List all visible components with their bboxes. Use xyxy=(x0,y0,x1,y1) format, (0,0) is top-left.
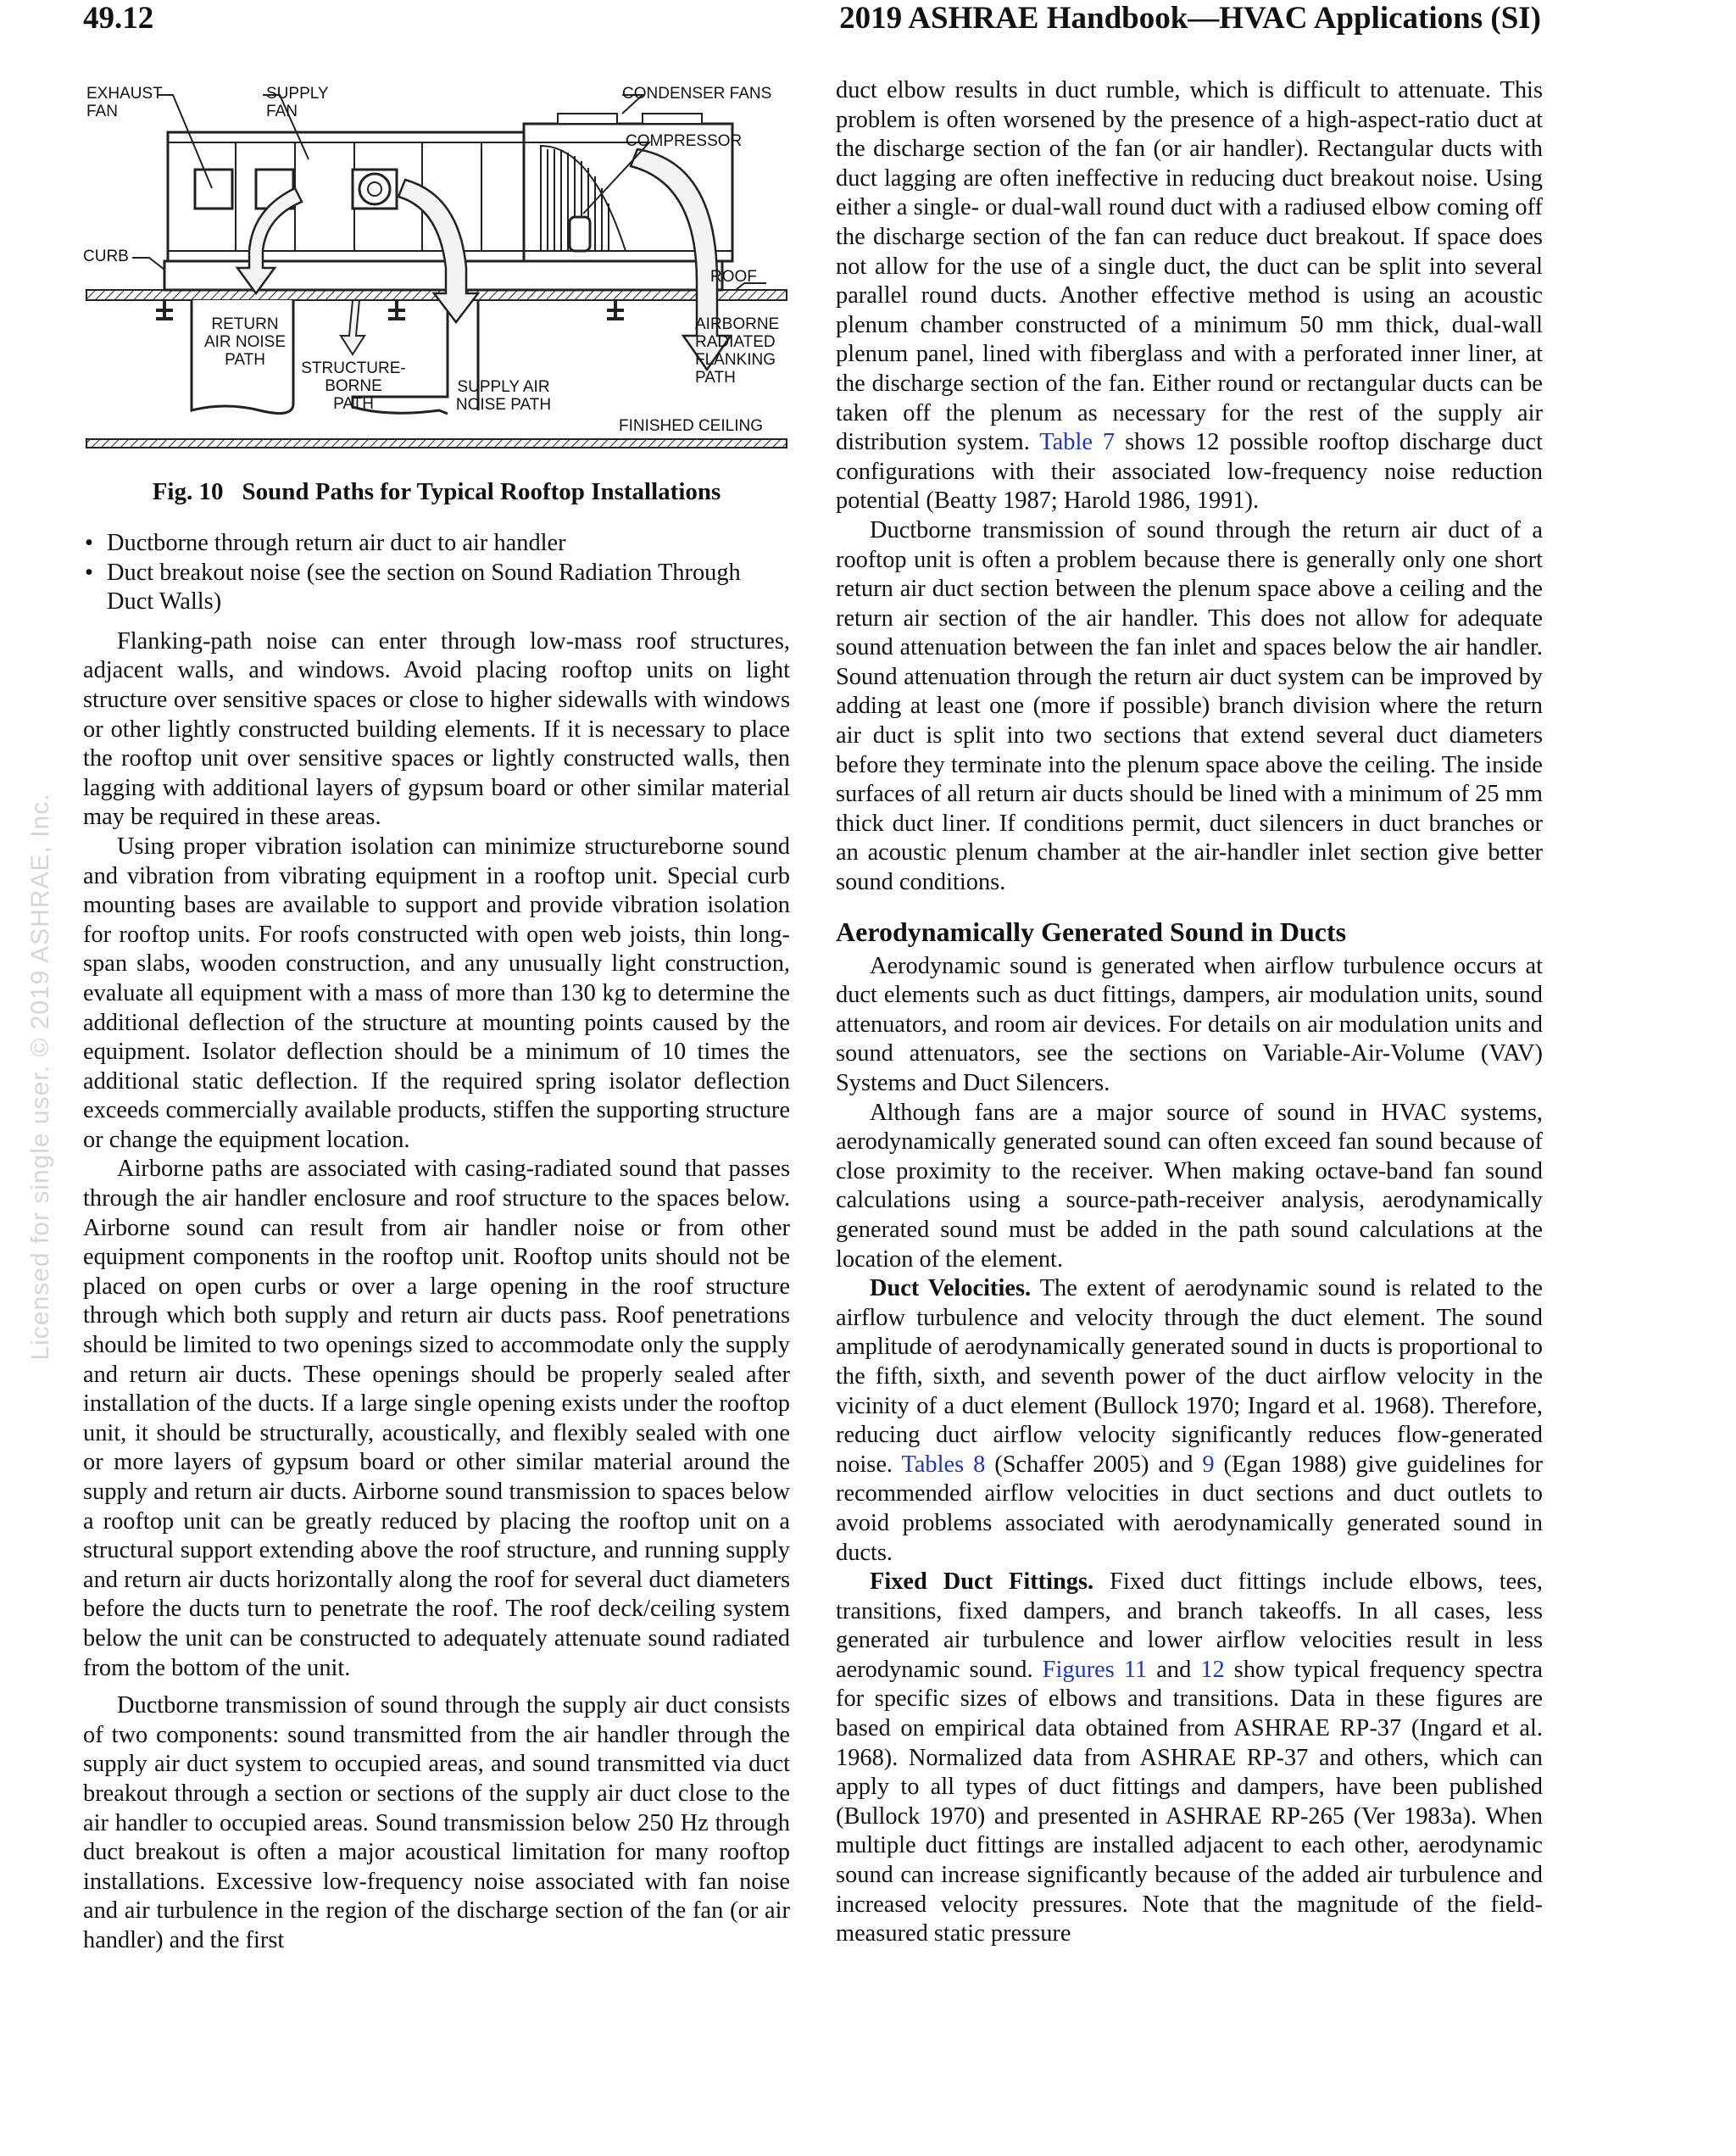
page-header xyxy=(83,0,1541,37)
condenser-fan-right xyxy=(643,114,702,124)
structureborne-arrow xyxy=(341,300,364,354)
left-column xyxy=(83,529,790,1956)
label-supply-air-noise-path: SUPPLY AIR NOISE PATH xyxy=(455,378,552,414)
list-item: • Duct breakout noise (see the section on Sound Radiation Through Duct Walls) xyxy=(83,559,790,617)
label-structureborne-path: STRUCTURE- BORNE PATH xyxy=(301,359,406,413)
link-table-9[interactable]: 9 xyxy=(1202,1451,1215,1478)
label-curb: CURB xyxy=(83,248,129,265)
bullet-list xyxy=(83,529,790,617)
paragraph-return-ductborne: Ductborne transmission of sound through the return air duct of a rooftop unit is often a problem because there is generally only one short return air duct section between the plenum space above a ceiling and the return air section of the air handler. This does not allow for adequate sound attenuation between the fan inlet and spaces below the air handler. Sound attenuation through the return air duct system can be improved by adding at least one (more if possible) branch division where the return air duct is split into two sections that extend several duct diameters before they terminate into the plenum space above the ceiling. The inside surfaces of all return air ducts should be lined with a minimum of 25 mm thick duct liner. If conditions permit, duct silencers in duct branches or an acoustic plenum chamber at the air-handler inlet section give better sound conditions. xyxy=(836,516,1543,896)
link-figures-11[interactable]: Figures 11 xyxy=(1042,1656,1148,1683)
exhaust-fan-box xyxy=(195,170,232,209)
caption-title: Sound Paths for Typical Rooftop Installations xyxy=(242,478,721,505)
link-figure-12[interactable]: 12 xyxy=(1200,1656,1225,1683)
paragraph-supply-ductborne: Ductborne transmission of sound through the supply air duct consists of two components: sound transmitted from the air handler through the supply air duct system to occupied areas, and sound transmitted via duct breakout through a section or sections of the supply air duct close to the air handler to occupied areas. Sound transmission below 250 Hz through duct breakout is often a major acoustical limitation for many rooftop installations. Excessive low-frequency noise associated with fan noise and air turbulence in the region of the discharge section of the fan (or air handler) and the first xyxy=(83,1692,790,1953)
label-compressor: COMPRESSOR xyxy=(626,132,743,150)
paragraph-vibration: Using proper vibration isolation can minimize structureborne sound and vibration from vibrating equipment in a rooftop unit. Special curb mounting bases are available to support and provide vibration isolation for rooftop units. For roofs constructed with open web joists, thin long-span slabs, wooden construction, and any unusually light construction, evaluate all equipment with a mass of more than 130 kg to determine the additional deflection of the structure at mounting points caused by the equipment. Isolator deflection should be a minimum of 10 times the additional static deflection. If the required spring isolator deflection exceeds commercially available products, stiffen the supporting structure or change the equipment location. xyxy=(83,833,790,1153)
text-span: Fixed duct fittings include elbows, tees, transitions, fixed dampers, and branch takeoffs. In all cases, less generated air turbulence and lower airflow velocities result in less aerodynamic sound. xyxy=(836,1568,1543,1683)
list-item: • Ductborne through return air duct to air handler xyxy=(83,529,790,559)
text-span: duct elbow results in duct rumble, which is difficult to attenuate. This problem is often worsened by the presence of a high-aspect-ratio duct at the discharge section of the fan (or air handler). Rectangular ducts with duct lagging are often ineffective in reducing duct breakout noise. Using either a single- or dual-wall round duct with a radiused elbow coming off the discharge section of the fan can reduce duct breakout. If space does not allow for the use of a single duct, the duct can be split into several parallel round ducts. Another effective method is using an acoustic plenum chamber constructed of a minimum 50 mm thick, dual-wall plenum panel, lined with fiberglass and with a perforated inner liner, at the discharge section of the fan. Either round or rectangular ducts can be taken off the plenum as necessary for the rest of the supply air distribution system. xyxy=(836,77,1543,456)
text-span: and xyxy=(1156,1656,1192,1683)
section-heading: Aerodynamically Generated Sound in Ducts xyxy=(836,916,1347,947)
link-tables-8[interactable]: Tables 8 xyxy=(901,1451,986,1478)
label-roof: ROOF xyxy=(710,268,757,286)
running-title: 2019 ASHRAE Handbook—HVAC Applications (SI) xyxy=(839,1,1541,36)
text-span: show typical frequency spectra for specific sizes of elbows and transitions. Data in these figures are based on empirical data obtained from ASHRAE RP-37 (Ingard et al. 1968). Normalized data from ASHRAE RP-37 and others, which can apply to all types of duct fittings and dampers, have been published (Bullock 1970) and presented in ASHRAE RP-265 (Ver 1983a). When multiple duct fittings are installed adjacent to each other, aerodynamic sound can increase significantly because of the added air turbulence and increased velocity pressures. Note that the magnitude of the field-measured static pressure xyxy=(836,1656,1544,1947)
caption-number: Fig. 10 xyxy=(152,478,224,505)
run-in-heading: Duct Velocities. xyxy=(870,1275,1032,1302)
label-return-air-noise-path: RETURN AIR NOISE PATH xyxy=(203,315,287,369)
label-supply-fan: SUPPLY FAN xyxy=(266,85,329,120)
text-span: The extent of aerodynamic sound is related to the airflow turbulence and velocity through the duct element. The sound amplitude of aerodynamically generated sound in ducts is proportional to the fifth, sixth, and seventh power of the duct airflow velocity in the vicinity of a duct element (Bullock 1970; Ingard et al. 1968). Therefore, reducing duct airflow velocity significantly reduces flow-generated noise. xyxy=(836,1275,1543,1478)
right-column xyxy=(836,76,1543,1949)
label-exhaust-fan: EXHAUST FAN xyxy=(86,85,163,120)
watermark-text: Licensed for single user. © 2019 ASHRAE, Inc. xyxy=(26,793,54,1361)
condenser-fan-left xyxy=(558,114,617,124)
label-airborne-flanking-path: AIRBORNE RADIATED FLANKING PATH xyxy=(695,315,780,387)
paragraph-duct-velocities xyxy=(836,1274,1543,1568)
label-finished-ceiling: FINISHED CEILING xyxy=(619,417,763,435)
run-in-heading: Fixed Duct Fittings. xyxy=(870,1568,1094,1596)
compressor-body xyxy=(570,217,590,251)
text-span: (Schaffer 2005) and xyxy=(994,1451,1194,1478)
link-table-7[interactable]: Table 7 xyxy=(1039,429,1116,456)
page-number: 49.12 xyxy=(83,1,154,36)
text-span: (Egan 1988) give guidelines for recommended airflow velocities in duct sections and duct outlets to avoid problems associated with aerodynamically generated sound in ducts. xyxy=(836,1451,1543,1566)
finished-ceiling-line xyxy=(86,439,787,448)
figure-caption xyxy=(83,476,790,507)
label-condenser-fans: CONDENSER FANS xyxy=(622,85,772,103)
text-span: shows 12 possible rooftop discharge duct configurations with their associated low-frequency noise reduction potential (Beatty 1987; Harold 1986, 1991). xyxy=(836,429,1544,515)
paragraph-aerodynamic: Aerodynamic sound is generated when airflow turbulence occurs at duct elements such as duct fittings, dampers, air modulation units, sound attenuators, and room air devices. For details on air modulation units and sound attenuators, see the sections on Variable-Air-Volume (VAV) Systems and Duct Silencers. xyxy=(836,952,1543,1096)
paragraph-flanking: Flanking-path noise can enter through low-mass roof structures, adjacent walls, and windows. Avoid placing rooftop units on light structure over sensitive spaces or close to higher sidewalls with windows or other lightly constructed building elements. If it is necessary to place the rooftop unit over sensitive spaces or lightly constructed walls, then lagging with additional layers of gypsum board or other similar material may be required in these areas. xyxy=(83,627,790,831)
figure-10-rooftop-sound-paths xyxy=(83,81,790,454)
paragraph-fixed-fittings xyxy=(836,1568,1543,1949)
paragraph-fans: Although fans are a major source of sound in HVAC systems, aerodynamically generated sound can often exceed fan sound because of close proximity to the receiver. When making octave-band fan sound calculations using a source-path-receiver analysis, aerodynamically generated sound must be added in the path sound calculations at the location of the element. xyxy=(836,1099,1543,1273)
paragraph-airborne: Airborne paths are associated with casing-radiated sound that passes through the air handler enclosure and roof structure to the spaces below. Airborne sound can result from air handler noise or from other equipment components in the rooftop unit. Rooftop units should not be placed on open curbs or over a large opening in the roof structure through which both supply and return air ducts pass. Roof penetrations should be limited to two openings sized to accommodate only the supply and return air ducts. These openings should be properly sealed after installation of the ducts. If a large single opening exists under the rooftop unit, it should be structurally, acoustically, and flexibly sealed with one or more layers of gypsum board or other similar material around the supply and return air ducts. Airborne sound transmission to spaces below a rooftop unit can be greatly reduced by placing the rooftop unit on a structural support extending above the roof structure, and running supply and return air ducts horizontally along the roof for several duct diameters before the ducts turn to penetrate the roof. The roof deck/ceiling system below the unit can be constructed to adequately attenuate sound radiated from the bottom of the unit. xyxy=(83,1156,790,1681)
paragraph-duct-rumble xyxy=(836,76,1543,516)
